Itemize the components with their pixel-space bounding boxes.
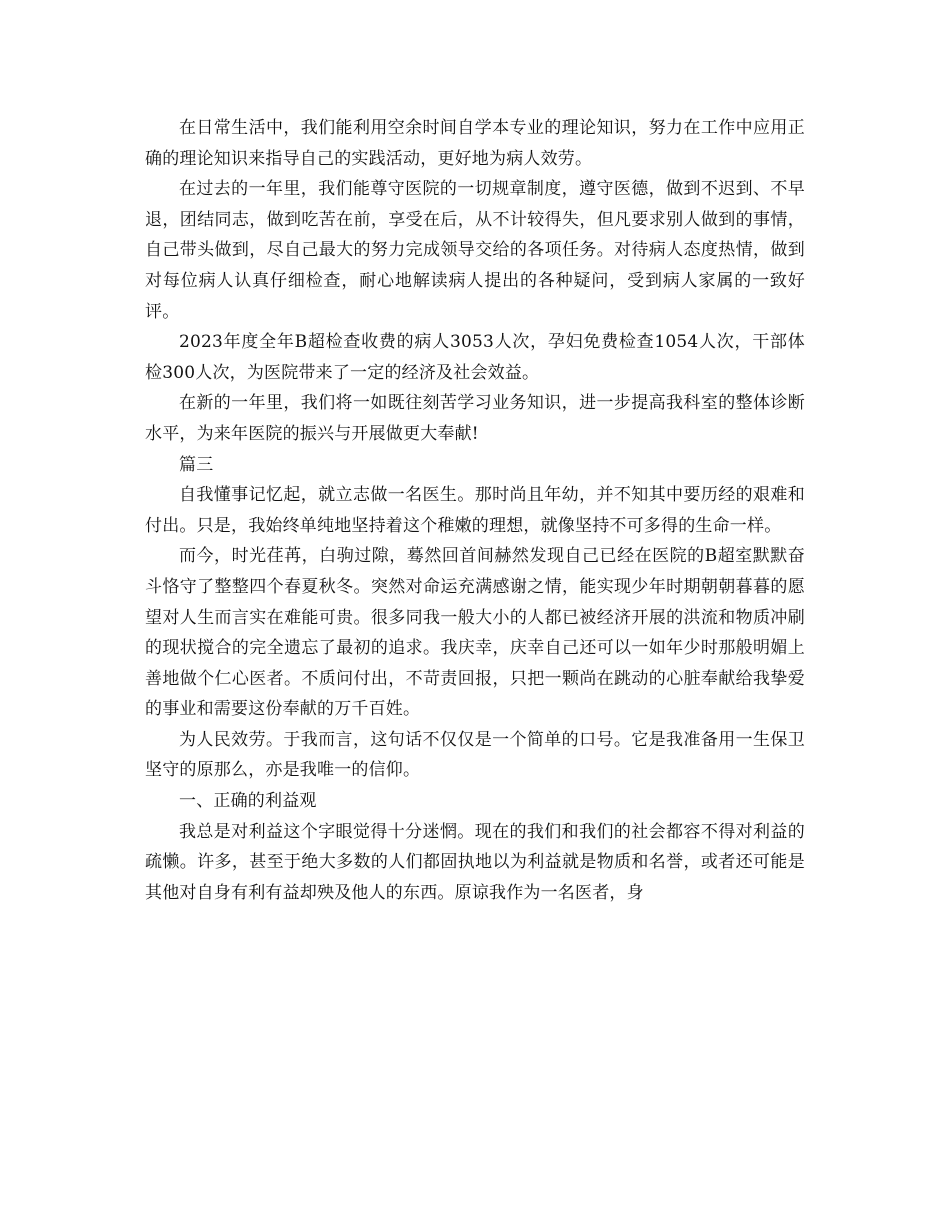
paragraph-1: 在日常生活中，我们能利用空余时间自学本专业的理论知识，努力在工作中应用正确的理论知识来指导自己的实践活动，更好地为病人效劳。 [145,118,805,169]
paragraph-7: 为人民效劳。于我而言，这句话不仅仅是一个简单的口号。它是我准备用一生保卫坚守的原那么，亦是我唯一的信仰。 [145,729,805,781]
subheading-correct-view-of-interest: 一、正确的利益观 [179,791,317,812]
paragraph-6: 而今，时光荏苒，白驹过隙，蓦然回首间赫然发现自己已经在医院的B超室默默奋斗恪守了整整四个春夏秋冬。突然对命运充满感谢之情，能实现少年时期朝朝暮暮的愿望对人生而言实在难能可贵。很多同我一般大小的人都已被经济开展的洪流和物质冲刷的现状搅合的完全遗忘了最初的追求。我庆幸，庆幸自己还可以一如年少时那般明媚上善地做个仁心医者。不质问付出，不苛责回报，只把一颗尚在跳动的心脏奉献给我挚爱的事业和需要这份奉献的万千百姓。 [145,546,805,720]
paragraph-2: 在过去的一年里，我们能尊守医院的一切规章制度，遵守医德，做到不迟到、不早退，团结同志，做到吃苦在前，享受在后，从不计较得失，但凡要求别人做到的事情，自己带头做到，尽自己最大的努力完成领导交给的各项任务。对待病人态度热情，做到对每位病人认真仔细检查，耐心地解读病人提出的各种疑问，受到病人家属的一致好评。 [145,179,805,322]
section-heading-part-three: 篇三 [179,454,214,475]
document-body [145,113,805,908]
paragraph-5: 自我懂事记忆起，就立志做一名医生。那时尚且年幼，并不知其中要历经的艰难和付出。只是，我始终单纯地坚持着这个稚嫩的理想，就像坚持不可多得的生命一样。 [145,485,805,536]
paragraph-3: 2023年度全年B超检查收费的病人3053人次，孕妇免费检查1054人次，干部体检300人次，为医院带来了一定的经济及社会效益。 [145,332,805,383]
paragraph-8: 我总是对利益这个字眼觉得十分迷惘。现在的我们和我们的社会都容不得对利益的疏懒。许多，甚至于绝大多数的人们都固执地以为利益就是物质和名誉，或者还可能是其他对自身有利有益却殃及他人的东西。原谅我作为一名医者，身 [145,821,805,903]
paragraph-4: 在新的一年里，我们将一如既往刻苦学习业务知识，进一步提高我科室的整体诊断水平，为来年医院的振兴与开展做更大奉献! [145,393,805,444]
